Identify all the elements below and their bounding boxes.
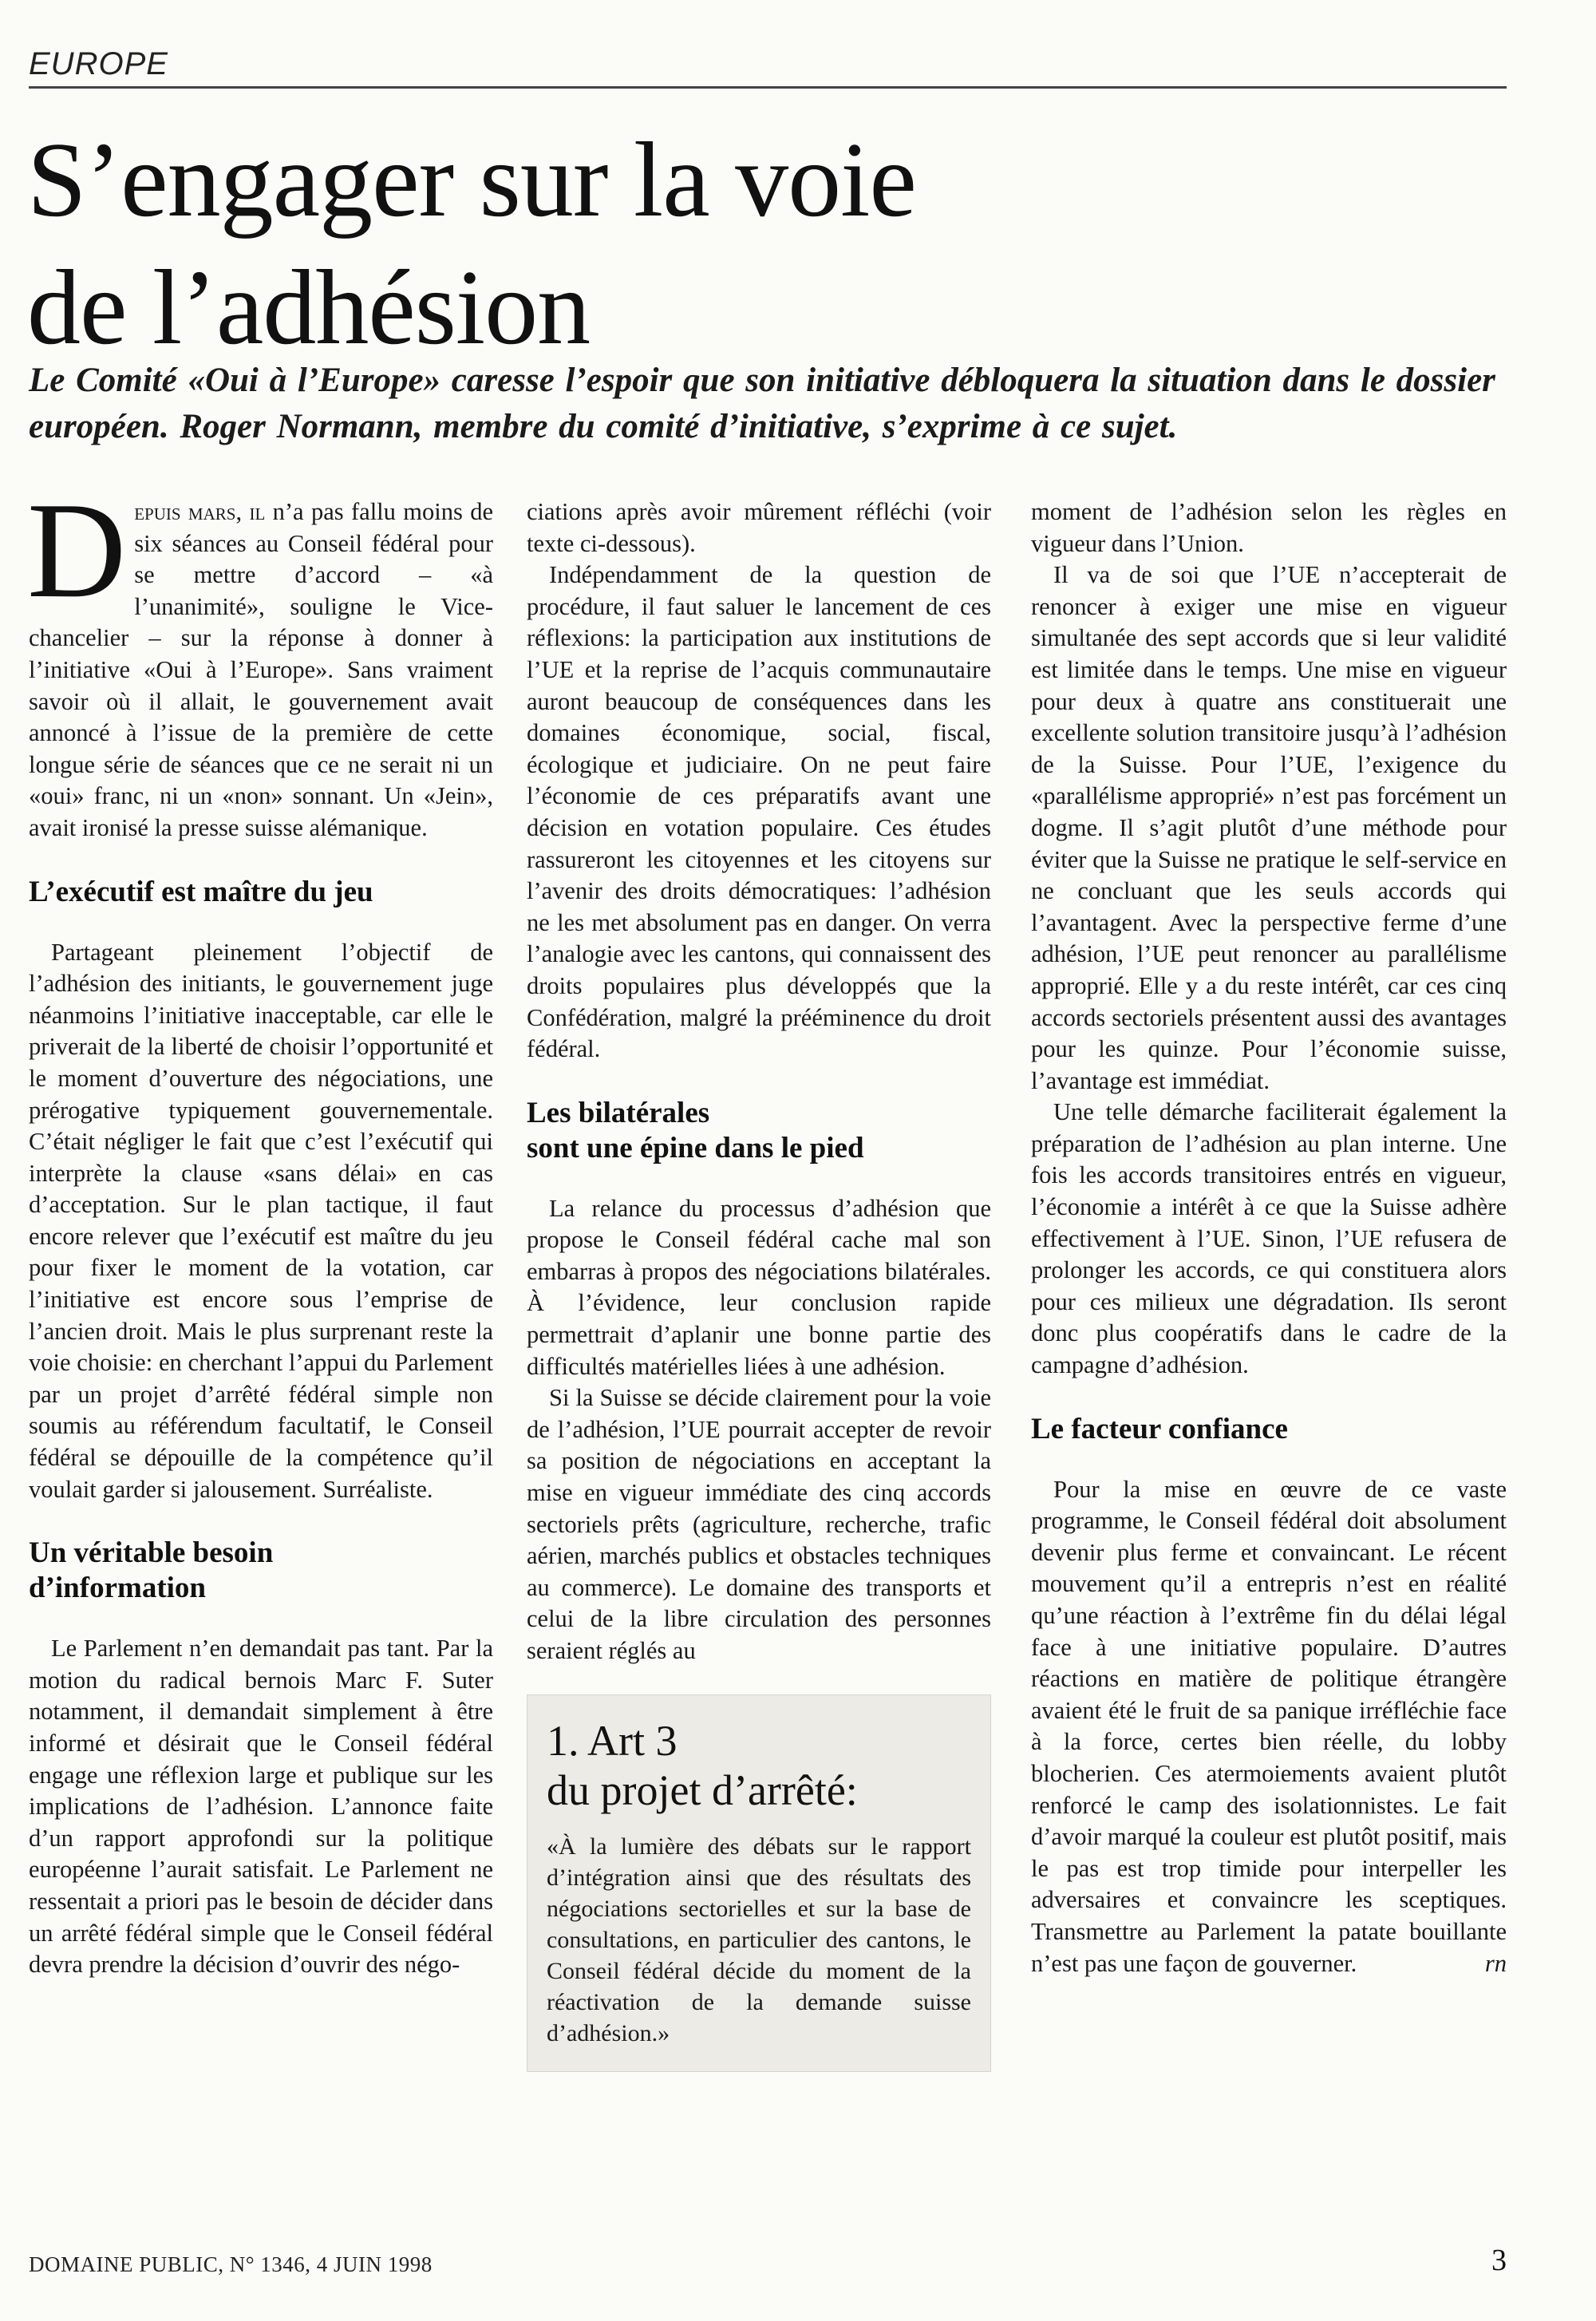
header-rule [29, 86, 1507, 89]
author-signature: rn [1484, 1949, 1507, 1977]
section-rubric: EUROPE [29, 46, 168, 81]
column-3 [1031, 496, 1507, 1979]
subhead-besoin-information [29, 1536, 493, 1606]
subhead-line: Un véritable besoin [29, 1536, 274, 1570]
publication-info: DOMAINE PUBLIC, N° 1346, 4 JUIN 1998 [29, 2252, 433, 2276]
title-line-1: S’engager sur la voie [27, 121, 916, 239]
paragraph-final [1031, 1474, 1507, 1980]
article-title [27, 116, 1503, 371]
subhead-line: d’information [29, 1572, 206, 1605]
intro-paragraph [27, 475, 493, 844]
paragraph: Partageant pleinement l’objectif de l’adhésion des initiants, le gouvernement juge néanmoins l’initiative inacceptable, car elle le priverait de la liberté de choisir l’opportunité et le moment d’ouverture des négociations, une prérogative typiquement gouvernementale. C’était négliger le fait que c’est l’exécutif qui interprète la clause «sans délai» en cas d’acceptation. Sur le plan tactique, il faut encore relever que l’exécutif est maître du jeu pour fixer le moment de la votation, car l’initiative est encore sous l’emprise de l’ancien droit. Mais le plus surprenant reste la voie choisie: en cherchant l’appui du Parlement par un projet d’arrêté fédéral simple non soumis au référendum facultatif, le Conseil fédéral se dépouille de la compétence qu’il voulait garder si jalousement. Surréaliste. [29, 938, 493, 1503]
column-1 [27, 475, 493, 1981]
paragraph: Si la Suisse se décide clairement pour la voie de l’adhésion, l’UE pourrait accepter de revoir sa position de négociations en acceptant la mise en vigueur immédiate des cinq accords sectoriels prêts (agriculture, recherche, trafic aérien, marchés publics et obstacles techniques au commerce). Le domaine des transports et celui de la libre circulation des personnes seraient réglés au [527, 1384, 991, 1664]
subhead-line: sont une épine dans le pied [527, 1131, 864, 1164]
intro-smallcaps: epuis mars, il [134, 498, 266, 525]
paragraph: Le Parlement n’en demandait pas tant. Par la motion du radical bernois Marc F. Suter notamment, il demandait simplement à être informé et désirait que le Conseil fédéral engage une réflexion large et publique sur les implications de l’adhésion. L’annonce faite d’un rapport approfondi sur la politique européenne l’aurait satisfait. Le Parlement ne ressentait a priori pas le besoin de décider dans un arrêté fédéral simple que le Conseil fédéral devra prendre la décision d’ouvrir des négo- [29, 1635, 493, 1979]
paragraph: Indépendamment de la question de procédure, il faut saluer le lancement de ces réflexions: la participation aux institutions de l’UE et la reprise de l’acquis communautaire auront beaucoup de conséquences dans les domaines économique, social, fiscal, écologique et judiciaire. On ne peut faire l’économie de ces préparatifs avant une décision en votation populaire. Ces études rassureront les citoyennes et les citoyens sur l’avenir des droits démocratiques: l’adhésion ne les met absolument pas en danger. On verra l’analogie avec les cantons, qui connaissent des droits populaires plus développés que la Confédération, malgré la prééminence du droit fédéral. [527, 561, 991, 1063]
box-title [547, 1716, 971, 1815]
title-line-2: de l’adhésion [27, 248, 591, 366]
paragraph: Il va de soi que l’UE n’accepterait de renoncer à exiger une mise en vigueur simultanée des sept accords que si leur validité est limitée dans le temps. Une mise en vigueur pour deux à quatre ans constituerait une excellente solution transitoire jusqu’à l’adhésion de la Suisse. Pour l’UE, l’exigence du «parallélisme approprié» n’est pas forcément un dogme. Il s’agit plutôt d’une méthode pour éviter que la Suisse ne pratique le self-service en ne concluant que les seuls accords qui l’avantagent. Avec la perspective ferme d’une adhésion, l’UE peut renoncer au parallélisme approprié. Elle y a du reste intérêt, car ces cinq accords sectoriels présentent aussi des avantages pour les quinze. Pour l’économie suisse, l’avantage est immédiat. [1031, 561, 1507, 1094]
drop-cap: D [27, 475, 127, 627]
article-lede: Le Comité «Oui à l’Europe» caresse l’espoir que son initiative débloquera la situation dans le dossier européen. Roger Normann, membre du comité d’initiative, s’exprime à ce sujet. [29, 362, 1495, 445]
box-title-line: du projet d’arrêté: [547, 1765, 858, 1814]
paragraph: ciations après avoir mûrement réfléchi (voir texte ci-dessous). [527, 498, 991, 557]
sidebar-box-article-3 [527, 1694, 991, 2072]
paragraph: Une telle démarche faciliterait également la préparation de l’adhésion au plan interne. Une fois les accords transitoires entrés en vigueur, l’économie a intérêt à ce que la Suisse adhère effectivement à l’UE. Sinon, l’UE refusera de prolonger les accords, ce qui constituera alors pour ces milieux une dégradation. Ils seront donc plus coopératifs dans le cadre de la campagne d’adhésion. [1031, 1098, 1507, 1379]
subhead-executif: L’exécutif est maître du jeu [29, 875, 373, 908]
paragraph: La relance du processus d’adhésion que propose le Conseil fédéral cache mal son embarras à propos des négociations bilatérales. À l’évidence, leur conclusion rapide permettrait d’aplanir une bonne partie des difficultés matérielles liées à une adhésion. [527, 1194, 991, 1380]
intro-text: n’a pas fallu moins de six séances au Conseil fédéral pour se mettre d’accord – «à l’unanimité», souligne le Vice-chancelier – sur la réponse à donner à l’initiative «Oui à l’Europe». Sans vraiment savoir où il allait, le gouvernement avait annoncé à l’issue de la première de cette longue série de séances que ce ne serait ni un «oui» franc, ni un «non» sonnant. Un «Jein», avait ironisé la presse suisse alémanique. [29, 498, 493, 841]
subhead-bilaterales [527, 1096, 991, 1166]
paragraph-text: Pour la mise en œuvre de ce vaste programme, le Conseil fédéral doit absolument devenir plus ferme et convaincant. Le récent mouvement qu’il a entrepris n’est en réalité qu’une réaction à l’extrême fin du délai légal face à une initiative populaire. D’autres réactions en matière de politique étrangère avaient été le fruit de sa panique irréfléchie face à la force, certes bien réelle, du lobby blocherien. Ces atermoiements avaient plutôt renforcé le camp des isolationnistes. Le fait d’avoir marqué la couleur est plutôt positif, mais le pas est trop timide pour interpeller les adversaires et convaincre les sceptiques. Transmettre au Parlement la patate bouillante n’est pas une façon de gouverner. [1031, 1475, 1507, 1977]
box-quote: «À la lumière des débats sur le rapport d’intégration ainsi que des résultats des négociations sectorielles et sur la base de consultations, en particulier des cantons, le Conseil fédéral décide du moment de la réactivation de la demande suisse d’adhésion.» [547, 1833, 971, 2046]
subhead-facteur-confiance: Le facteur confiance [1031, 1412, 1288, 1445]
subhead-line: Les bilatérales [527, 1096, 710, 1129]
page-number: 3 [1491, 2244, 1507, 2277]
paragraph: moment de l’adhésion selon les règles en vigueur dans l’Union. [1031, 498, 1507, 557]
box-title-line: 1. Art 3 [547, 1716, 678, 1765]
column-2 [527, 496, 991, 2072]
